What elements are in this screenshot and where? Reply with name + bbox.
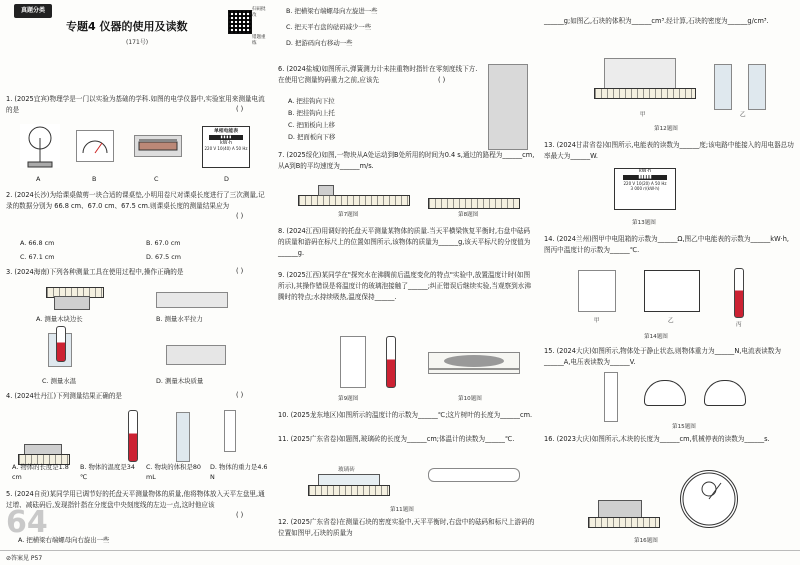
leaf-ruler-figure-10: [428, 352, 520, 374]
voltmeter-figure-15: [704, 380, 746, 406]
option-4-b: B. 物体的温度是34 ℃: [80, 463, 135, 481]
energy-meter-title: 单相电能表: [214, 129, 238, 134]
option-1-c: C: [154, 175, 159, 183]
caption-fig-8: 第8题图: [458, 212, 479, 218]
meter-13-unit: kW·h: [638, 169, 652, 174]
caption-fig-12: 第12题图: [654, 126, 678, 132]
cylinder-figure-12b-2: [748, 64, 766, 110]
answer-paren-2: ( ): [236, 212, 244, 220]
energy-meter-figure-13: [614, 168, 676, 210]
qr-label-top: 扫码批改: [252, 7, 266, 18]
label-fig-12-yi: 乙: [740, 112, 746, 118]
answer-paren-5: ( ): [236, 511, 244, 519]
section-tag: 真题分类: [14, 4, 52, 18]
page-number: 64: [6, 505, 48, 540]
question-12: 12. (2025广东省卷)在测量石块的密度实验中,天平平衡时,右盘中的砝码和标尺上游码的位置如图甲,石块的质量为: [278, 518, 535, 538]
option-5-a: A. 把横梁右端螺母向右旋出一些: [18, 536, 110, 544]
answer-paren-6: ( ): [438, 76, 446, 84]
meter-13-spec1: 220 V 10(20) A 50 Hz: [623, 181, 667, 186]
caption-fig-9: 第9题图: [338, 396, 359, 402]
option-2-b: B. 67.0 cm: [146, 239, 181, 247]
spring-scale-figure-4d: [224, 410, 236, 452]
question-15: 15. (2024大庆)如图所示,物体处于静止状态,则物体重力为______N,电流表读数为______A,电压表读数为______V.: [544, 347, 781, 367]
option-6-b: B. 把挂钩向上托: [288, 109, 335, 117]
question-count: (171号): [126, 39, 149, 46]
option-4-a: A. 物体的长度是1.8 cm: [12, 463, 69, 481]
question-11: 11. (2025广东省卷)如题图,玻璃砖的长度为______cm;体温计的读数为______℃.: [278, 435, 515, 443]
answer-paren-4: ( ): [236, 391, 244, 399]
answer-paren-1: ( ): [236, 105, 244, 113]
ruler-figure-7: [298, 195, 410, 206]
ammeter-figure: [76, 130, 114, 162]
option-5-c: C. 把天平右盘的砝码减少一些: [286, 23, 372, 31]
balance-scale-figure-8: [428, 198, 520, 209]
spring-scale-figure-3b: [156, 292, 228, 308]
option-5-b: B. 把横梁右端螺母向左旋进一些: [286, 7, 378, 15]
question-5: 5. (2024自贡)某同学用已调节好的托盘天平测量物体的质量,他将物体放入天平左盘里,通过增、减砝码后,发现指针指在分度盘中央刻度线的左边一点,这时他应该: [6, 490, 265, 510]
stopwatch-figure-16: [680, 470, 738, 528]
caption-fig-14: 第14题图: [644, 334, 668, 340]
question-6: 6. (2024盐城)如图所示,弹簧测力计未挂重物时指针在零刻度线下方.在使用它测量钩码重力之前,应该先: [278, 65, 478, 85]
energy-meter-unit: kW·h: [219, 141, 233, 146]
label-fig-14-bing: 丙: [736, 322, 742, 328]
option-3-c: C. 测量水温: [42, 377, 77, 385]
label-fig-14-jia: 甲: [594, 318, 600, 324]
question-13: 13. (2024甘肃省卷)如图所示,电能表的读数为______度;该电路中能接入的用电器总功率最大为______W.: [544, 141, 794, 161]
ruler-figure-11: [308, 485, 390, 496]
energy-meter-figure-14b: [644, 270, 700, 312]
answer-reference: ⊘答案见 P57: [6, 555, 43, 562]
question-7: 7. (2025绥化)如图,一物块从A处运动到B处所用的时间为0.4 s,通过的路程为______cm,从A到B的平均速度为______m/s.: [278, 151, 535, 171]
option-4-d: D. 物体的重力是4.6 N: [210, 463, 268, 481]
option-2-a: A. 66.8 cm: [20, 239, 55, 247]
spring-scale-figure-6: [488, 64, 528, 150]
energy-meter-figure: [202, 126, 250, 168]
question-10: 10. (2025龙东地区)如图所示的温度计的示数为______℃;这片树叶的长度为______cm.: [278, 411, 533, 419]
question-3: 3. (2024海南)下列各种测量工具在使用过程中,操作正确的是: [6, 268, 184, 276]
option-3-a: A. 测量木块边长: [36, 315, 83, 323]
option-6-d: D. 把面板向下移: [288, 133, 336, 141]
question-16: 16. (2023大庆)如图所示,木块的长度为______cm,机械停表的读数为______s.: [544, 435, 770, 443]
option-3-d: D. 测量木块质量: [156, 377, 204, 385]
balance-figure-3d: [166, 345, 226, 365]
question-2: 2. (2024长沙)为给课桌做剪一块合适的课桌垫,小明用卷尺对课桌长度进行了三次测量,记录的数据分别为 66.8 cm、67.0 cm、67.5 cm.则课桌长度的测量结果应为: [6, 191, 265, 211]
question-1: 1. (2025宜宾)物理学是一门以实验为基础的学科.如图的电学仪器中,实验室用来测量电流的是: [6, 95, 265, 115]
qr-code[interactable]: [228, 10, 252, 34]
caption-fig-10: 第10题图: [458, 396, 482, 402]
rheostat-figure: [134, 135, 182, 157]
caption-fig-13: 第13题图: [632, 220, 656, 226]
caption-fig-7: 第7题图: [338, 212, 359, 218]
block-a-figure-7: [318, 185, 334, 196]
scale-figure-12a: [594, 88, 696, 99]
clinical-thermometer-figure-11: [428, 468, 520, 482]
option-2-c: C. 67.1 cm: [20, 253, 55, 261]
option-4-c: C. 物块的体积是80 mL: [146, 463, 202, 481]
galvanometer-figure: [20, 124, 60, 168]
wood-block-figure-3a: [54, 296, 90, 310]
cylinder-figure-12b-1: [714, 64, 732, 110]
energy-meter-digits: ▮▮▮▮: [209, 135, 243, 140]
thermometer-figure-3c: [56, 326, 66, 362]
question-9: 9. (2025江西)某同学在"探究水在沸腾前后温度变化的特点"实验中,放置温度计时(如图所示),其操作错误是将温度计的玻璃泡接触了______;纠正错误后继续实验,当观察到水沸腾时的特点;水持续吸热,温度保持______.: [278, 271, 531, 302]
ammeter-figure-15: [644, 380, 686, 406]
qr-label-bottom: 错题重练: [252, 35, 266, 46]
caption-fig-11: 第11题图: [390, 507, 414, 513]
question-14: 14. (2024兰州)图甲中电阻箱的示数为______Ω,图乙中电能表的示数为______kW·h,图丙中温度计的示数为______℃.: [544, 235, 789, 255]
question-4: 4. (2024牡丹江)下列测量结果正确的是: [6, 392, 123, 400]
caption-fig-15: 第15题图: [672, 424, 696, 430]
label-fig-14-yi: 乙: [668, 318, 674, 324]
ruler-figure-16: [588, 517, 660, 528]
meter-13-digits: ▮▮▮▮▮: [623, 175, 667, 180]
question-12-cont: ______g;如图乙,石块的体积为______cm³.经计算,石块的密度为______g/cm³.: [544, 17, 769, 25]
label-fig-12-jia: 甲: [640, 112, 646, 118]
resistance-box-figure-14a: [578, 270, 616, 312]
thermometer-figure-14c: [734, 268, 744, 318]
thermometer-figure-4b: [128, 410, 138, 462]
option-1-b: B: [92, 175, 97, 183]
meter-13-spec2: 3 000 r/(kW·h): [630, 186, 660, 191]
option-3-b: B. 测量水平拉力: [156, 315, 203, 323]
option-6-a: A. 把挂钩向下拉: [288, 97, 335, 105]
answer-paren-3: ( ): [236, 267, 244, 275]
energy-meter-spec: 220 V 10(40) A 50 Hz: [204, 146, 248, 151]
option-5-d: D. 把游码向右移动一些: [286, 39, 353, 47]
question-8: 8. (2024江西)用调好的托盘天平测量某物体的质量.当天平横梁恢复平衡时,右盘中砝码的质量和游码在标尺上的位置如图所示,该物体的质量为______g,该天平标尺的分度值为______g.: [278, 227, 531, 258]
option-1-d: D: [224, 175, 229, 183]
option-1-a: A: [36, 175, 41, 183]
footer-divider: [0, 550, 800, 551]
option-2-d: D. 67.5 cm: [146, 253, 181, 261]
option-6-c: C. 把面板向上移: [288, 121, 335, 129]
wood-block-figure-16: [598, 500, 642, 518]
page-title: 专题4 仪器的使用及读数: [66, 20, 188, 33]
caption-fig-16: 第16题图: [634, 538, 658, 544]
thermometer-figure-10: [386, 336, 396, 388]
spring-scale-figure-15: [604, 372, 618, 422]
cylinder-figure-4c: [176, 412, 190, 462]
glass-label-fig-11: 玻璃砖: [338, 467, 355, 473]
heating-setup-figure-9: [340, 336, 366, 388]
